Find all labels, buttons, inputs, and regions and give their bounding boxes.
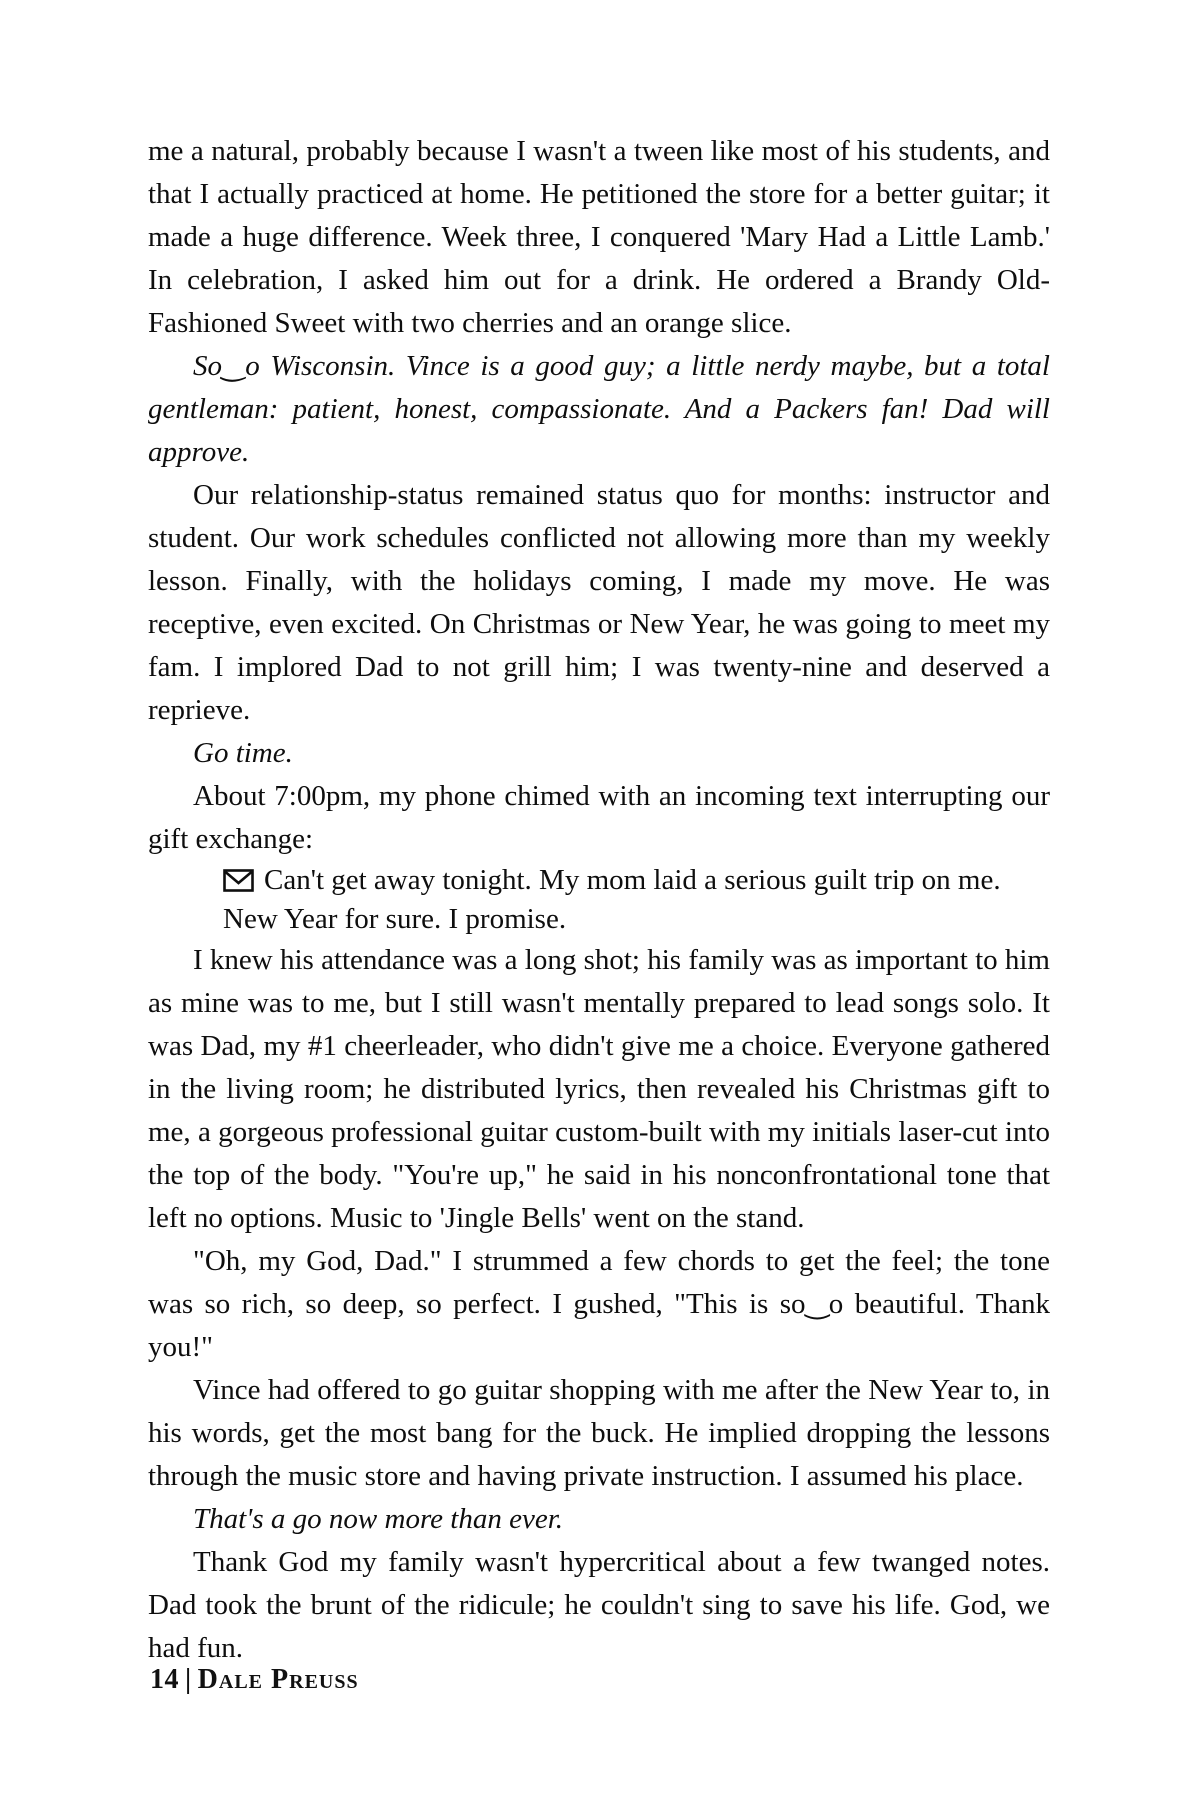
- footer-separator: |: [185, 1664, 192, 1695]
- text-message-text: Can't get away tonight. My mom laid a serious guilt trip on me.: [264, 864, 1001, 896]
- text-message-block: [223, 862, 1001, 937]
- text-message-text: New Year for sure. I promise.: [223, 903, 567, 935]
- page-number: 14: [150, 1664, 179, 1695]
- text-message-line: [223, 901, 943, 937]
- paragraph: me a natural, probably because I wasn't a tween like most of his students, and that I actually practiced at home. He petitioned the store for a better guitar; it made a huge difference. Week three, I conquered 'Mary Had a Little Lamb.' In celebration, I asked him out for a drink. He ordered a Brandy Old-Fashioned Sweet with two cherries and an orange slice.: [148, 135, 1050, 339]
- paragraph: Our relationship-status remained status quo for months: instructor and student. Our work schedules conflicted not allowing more than my weekly lesson. Finally, with the holidays coming, I made my move. He was receptive, even excited. On Christmas or New Year, he was going to meet my fam. I implored Dad to not grill him; I was twenty-nine and deserved a reprieve.: [148, 479, 1050, 726]
- paragraph: Go time.: [193, 737, 293, 769]
- paragraph: I knew his attendance was a long shot; his family was as important to him as mine was to me, but I still wasn't mentally prepared to lead songs solo. It was Dad, my #1 cheerleader, who didn't give me a choice. Everyone gathered in the living room; he distributed lyrics, then revealed his Christmas gift to me, a gorgeous professional guitar custom-built with my initials laser-cut into the top of the body. "You're up," he said in his nonconfrontational tone that left no options. Music to 'Jingle Bells' went on the stand.: [148, 944, 1050, 1234]
- envelope-icon: [223, 865, 254, 901]
- paragraph: That's a go now more than ever.: [193, 1503, 564, 1535]
- page-text-block: [148, 130, 1050, 1670]
- paragraph: About 7:00pm, my phone chimed with an incoming text interrupting our gift exchange:: [148, 780, 1050, 855]
- paragraph: "Oh, my God, Dad." I strummed a few chords to get the feel; the tone was so rich, so deep, so perfect. I gushed, "This is so‿o beautiful. Thank you!": [148, 1245, 1050, 1363]
- text-message-line: [223, 862, 1001, 901]
- paragraph: So‿o Wisconsin. Vince is a good guy; a little nerdy maybe, but a total gentleman: patient, honest, compassionate. And a Packers fan! Dad will approve.: [148, 350, 1050, 468]
- paragraph: Thank God my family wasn't hypercritical about a few twanged notes. Dad took the brunt of the ridicule; he couldn't sing to save his life. God, we had fun.: [148, 1546, 1050, 1664]
- paragraph: Vince had offered to go guitar shopping with me after the New Year to, in his words, get the most bang for the buck. He implied dropping the lessons through the music store and having private instruction. I assumed his place.: [148, 1374, 1050, 1492]
- page-footer: [150, 1664, 359, 1696]
- footer-author-name: Dale Preuss: [197, 1664, 359, 1695]
